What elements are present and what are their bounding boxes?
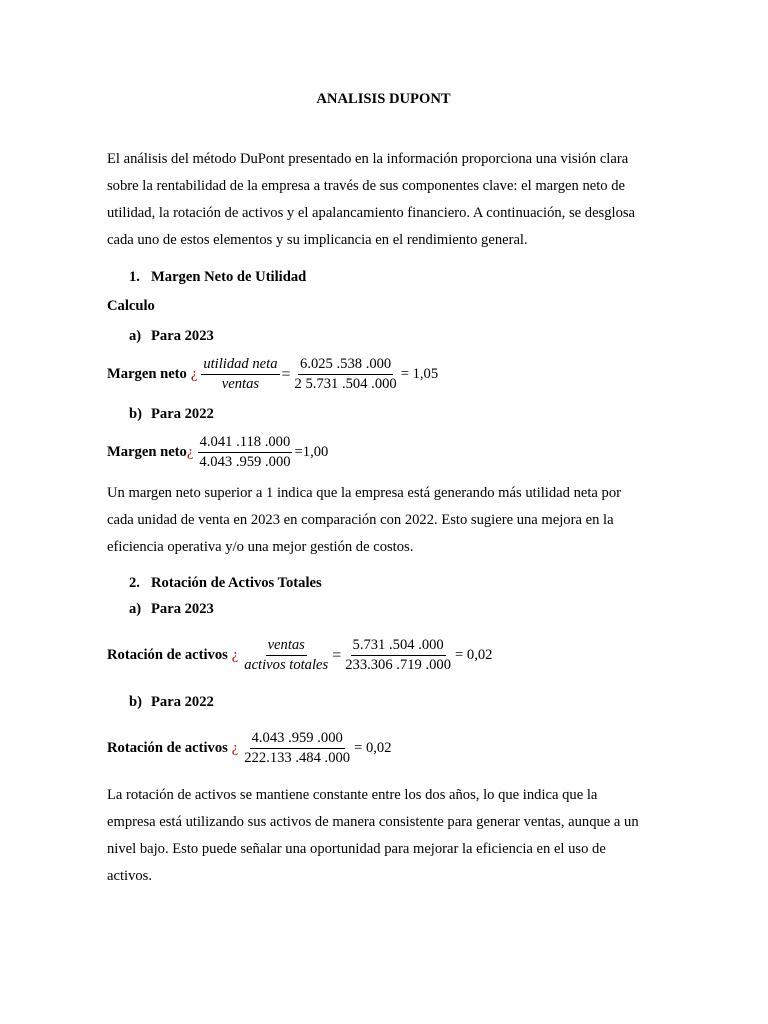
calculo-label: Calculo bbox=[107, 298, 155, 314]
section-heading-margen-neto: 1. Margen Neto de Utilidad bbox=[129, 269, 307, 285]
formula-label: Margen neto bbox=[107, 444, 187, 460]
formula-result: = 0,02 bbox=[354, 740, 392, 756]
value-fraction bbox=[293, 356, 399, 393]
intro-line: El análisis del método DuPont presentado en la información proporciona una visión clara bbox=[107, 151, 629, 167]
question-mark-glyph: ¿ bbox=[231, 740, 239, 756]
formula-margen-neto-2022 bbox=[107, 434, 328, 471]
conclusion-line: nivel bajo. Esto puede señalar una oportunidad para mejorar la eficiencia en el uso de bbox=[107, 841, 606, 857]
formula-label: Margen neto bbox=[107, 366, 187, 382]
conclusion-line: Un margen neto superior a 1 indica que la empresa está generando más utilidad neta por bbox=[107, 485, 621, 501]
equals-sign: = bbox=[281, 365, 291, 383]
conclusion-line: eficiencia operativa y/o una mejor gestión de costos. bbox=[107, 539, 414, 555]
formula-label: Rotación de activos bbox=[107, 647, 228, 663]
question-mark-glyph: ¿ bbox=[231, 647, 239, 663]
fraction-denominator: 2 5.731 .504 .000 bbox=[294, 376, 397, 392]
formula-margen-neto-2023 bbox=[107, 356, 438, 393]
conclusion-line: empresa está utilizando sus activos de manera consistente para generar ventas, aunque a un bbox=[107, 814, 639, 830]
value-fraction bbox=[242, 730, 352, 767]
conclusion-line: cada unidad de venta en 2023 en comparación con 2022. Esto sugiere una mejora en la bbox=[107, 512, 614, 528]
rotacion-conclusion bbox=[107, 782, 660, 890]
document-title: ANALISIS DUPONT bbox=[316, 91, 451, 107]
fraction-denominator: ventas bbox=[221, 376, 260, 392]
subheading-para-2022: b) Para 2022 bbox=[129, 406, 214, 422]
section-heading-rotacion-activos: 2. Rotación de Activos Totales bbox=[129, 575, 322, 591]
value-fraction bbox=[197, 434, 292, 471]
fraction-denominator: 233.306 .719 .000 bbox=[345, 657, 452, 673]
intro-line: cada uno de estos elementos y su implicancia en el rendimiento general. bbox=[107, 232, 528, 248]
symbolic-fraction bbox=[201, 356, 279, 393]
formula-rotacion-2023 bbox=[107, 637, 492, 674]
subheading-para-2023: a) Para 2023 bbox=[129, 328, 214, 344]
formula-result: = 1,05 bbox=[400, 366, 439, 382]
fraction-numerator: 4.043 .959 .000 bbox=[250, 730, 345, 749]
symbolic-fraction bbox=[242, 637, 330, 674]
fraction-numerator: 6.025 .538 .000 bbox=[298, 356, 393, 375]
fraction-numerator: utilidad neta bbox=[201, 356, 279, 375]
value-fraction bbox=[343, 637, 453, 674]
subheading-para-2023: a) Para 2023 bbox=[129, 601, 214, 617]
formula-result: =1,00 bbox=[294, 444, 329, 460]
question-mark-glyph: ¿ bbox=[190, 366, 198, 382]
conclusion-line: activos. bbox=[107, 868, 152, 884]
equals-sign: = bbox=[332, 646, 342, 664]
fraction-denominator: activos totales bbox=[244, 657, 329, 673]
fraction-denominator: 222.133 .484 .000 bbox=[244, 750, 351, 766]
formula-label: Rotación de activos bbox=[107, 740, 228, 756]
intro-line: utilidad, la rotación de activos y el apalancamiento financiero. A continuación, se desglosa bbox=[107, 205, 636, 221]
fraction-numerator: ventas bbox=[266, 637, 307, 656]
subheading-para-2022: b) Para 2022 bbox=[129, 694, 214, 710]
formula-rotacion-2022 bbox=[107, 730, 392, 767]
intro-paragraph bbox=[107, 146, 660, 254]
intro-line: sobre la rentabilidad de la empresa a través de sus componentes clave: el margen neto de bbox=[107, 178, 626, 194]
conclusion-line: La rotación de activos se mantiene constante entre los dos años, lo que indica que la bbox=[107, 787, 598, 803]
formula-result: = 0,02 bbox=[455, 647, 493, 663]
margen-neto-conclusion bbox=[107, 480, 660, 561]
question-mark-glyph: ¿ bbox=[186, 444, 194, 460]
fraction-numerator: 4.041 .118 .000 bbox=[198, 434, 293, 453]
fraction-numerator: 5.731 .504 .000 bbox=[351, 637, 446, 656]
fraction-denominator: 4.043 .959 .000 bbox=[199, 454, 291, 470]
